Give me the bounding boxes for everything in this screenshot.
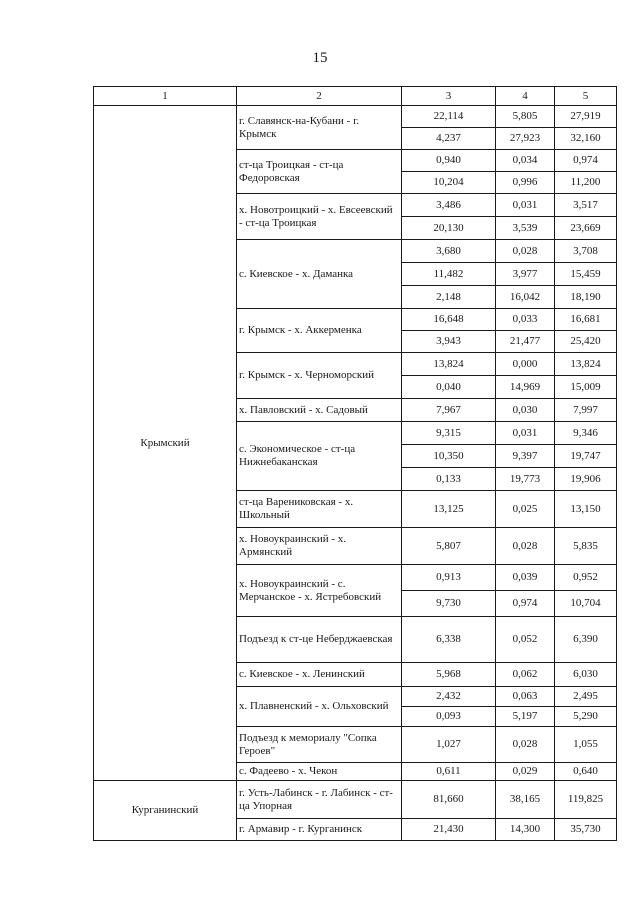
value-cell: 27,919 — [555, 106, 617, 128]
value-cell: 5,197 — [496, 707, 555, 727]
table-body — [94, 106, 617, 841]
value-cell: 13,824 — [402, 353, 496, 376]
data-table — [93, 86, 617, 841]
value-cell: 6,030 — [555, 663, 617, 687]
value-cell: 0,034 — [496, 150, 555, 172]
page-number: 15 — [312, 50, 328, 66]
value-cell: 3,486 — [402, 194, 496, 217]
value-cell: 0,996 — [496, 172, 555, 194]
route-name: с. Фадеево - х. Чекон — [237, 763, 402, 781]
value-cell: 0,028 — [496, 528, 555, 565]
value-cell: 9,346 — [555, 422, 617, 445]
value-cell: 16,681 — [555, 309, 617, 331]
value-cell: 10,704 — [555, 591, 617, 617]
value-cell: 0,030 — [496, 399, 555, 422]
route-name: с. Киевское - х. Даманка — [237, 240, 402, 309]
header-row — [94, 87, 617, 106]
column-header: 2 — [237, 87, 402, 106]
value-cell: 13,125 — [402, 491, 496, 528]
route-name: х. Новоукраинский - х. Армянский — [237, 528, 402, 565]
route-name: с. Киевское - х. Ленинский — [237, 663, 402, 687]
route-name: г. Крымск - х. Черноморский — [237, 353, 402, 399]
value-cell: 0,640 — [555, 763, 617, 781]
value-cell: 119,825 — [555, 781, 617, 819]
value-cell: 0,029 — [496, 763, 555, 781]
column-header: 1 — [94, 87, 237, 106]
value-cell: 15,459 — [555, 263, 617, 286]
value-cell: 21,430 — [402, 819, 496, 841]
value-cell: 21,477 — [496, 331, 555, 353]
value-cell: 0,940 — [402, 150, 496, 172]
value-cell: 3,539 — [496, 217, 555, 240]
table-row — [94, 781, 617, 819]
value-cell: 3,977 — [496, 263, 555, 286]
route-name: х. Плавненский - х. Ольховский — [237, 687, 402, 727]
value-cell: 11,200 — [555, 172, 617, 194]
value-cell: 14,969 — [496, 376, 555, 399]
value-cell: 0,133 — [402, 468, 496, 491]
value-cell: 5,807 — [402, 528, 496, 565]
value-cell: 5,290 — [555, 707, 617, 727]
value-cell: 7,997 — [555, 399, 617, 422]
value-cell: 18,190 — [555, 286, 617, 309]
value-cell: 16,042 — [496, 286, 555, 309]
value-cell: 0,611 — [402, 763, 496, 781]
value-cell: 2,495 — [555, 687, 617, 707]
route-name: с. Экономическое - ст-ца Нижнебаканская — [237, 422, 402, 491]
value-cell: 5,805 — [496, 106, 555, 128]
value-cell: 3,943 — [402, 331, 496, 353]
value-cell: 10,350 — [402, 445, 496, 468]
value-cell: 3,708 — [555, 240, 617, 263]
value-cell: 19,906 — [555, 468, 617, 491]
value-cell: 20,130 — [402, 217, 496, 240]
value-cell: 0,062 — [496, 663, 555, 687]
value-cell: 11,482 — [402, 263, 496, 286]
value-cell: 0,000 — [496, 353, 555, 376]
value-cell: 0,063 — [496, 687, 555, 707]
value-cell: 0,031 — [496, 194, 555, 217]
value-cell: 9,730 — [402, 591, 496, 617]
route-name: х. Павловский - х. Садовый — [237, 399, 402, 422]
value-cell: 0,974 — [555, 150, 617, 172]
value-cell: 6,390 — [555, 617, 617, 663]
value-cell: 19,747 — [555, 445, 617, 468]
route-name: г. Крымск - х. Аккерменка — [237, 309, 402, 353]
value-cell: 0,033 — [496, 309, 555, 331]
route-name: х. Новоукраинский - с. Мерчанское - х. Ястребовский — [237, 565, 402, 617]
value-cell: 0,031 — [496, 422, 555, 445]
value-cell: 1,055 — [555, 727, 617, 763]
route-name: г. Армавир - г. Курганинск — [237, 819, 402, 841]
value-cell: 2,148 — [402, 286, 496, 309]
value-cell: 25,420 — [555, 331, 617, 353]
value-cell: 0,913 — [402, 565, 496, 591]
column-header: 5 — [555, 87, 617, 106]
value-cell: 5,968 — [402, 663, 496, 687]
value-cell: 0,974 — [496, 591, 555, 617]
value-cell: 0,052 — [496, 617, 555, 663]
value-cell: 4,237 — [402, 128, 496, 150]
value-cell: 0,028 — [496, 727, 555, 763]
value-cell: 81,660 — [402, 781, 496, 819]
value-cell: 13,824 — [555, 353, 617, 376]
value-cell: 14,300 — [496, 819, 555, 841]
value-cell: 15,009 — [555, 376, 617, 399]
value-cell: 0,093 — [402, 707, 496, 727]
value-cell: 13,150 — [555, 491, 617, 528]
route-name: г. Усть-Лабинск - г. Лабинск - ст-ца Упорная — [237, 781, 402, 819]
value-cell: 7,967 — [402, 399, 496, 422]
value-cell: 0,952 — [555, 565, 617, 591]
value-cell: 3,680 — [402, 240, 496, 263]
route-name: Подъезд к мемориалу "Сопка Героев" — [237, 727, 402, 763]
region-name: Курганинский — [94, 781, 237, 841]
value-cell: 2,432 — [402, 687, 496, 707]
value-cell: 23,669 — [555, 217, 617, 240]
route-name: ст-ца Троицкая - ст-ца Федоровская — [237, 150, 402, 194]
column-header: 4 — [496, 87, 555, 106]
value-cell: 0,040 — [402, 376, 496, 399]
value-cell: 0,025 — [496, 491, 555, 528]
value-cell: 9,397 — [496, 445, 555, 468]
value-cell: 9,315 — [402, 422, 496, 445]
value-cell: 19,773 — [496, 468, 555, 491]
value-cell: 5,835 — [555, 528, 617, 565]
route-name: ст-ца Варениковская - х. Школьный — [237, 491, 402, 528]
region-name: Крымский — [94, 106, 237, 781]
value-cell: 32,160 — [555, 128, 617, 150]
value-cell: 16,648 — [402, 309, 496, 331]
column-header: 3 — [402, 87, 496, 106]
value-cell: 27,923 — [496, 128, 555, 150]
value-cell: 22,114 — [402, 106, 496, 128]
value-cell: 10,204 — [402, 172, 496, 194]
value-cell: 35,730 — [555, 819, 617, 841]
value-cell: 3,517 — [555, 194, 617, 217]
route-name: г. Славянск-на-Кубани - г. Крымск — [237, 106, 402, 150]
value-cell: 6,338 — [402, 617, 496, 663]
table-row — [94, 106, 617, 128]
route-name: Подъезд к ст-це Неберджаевская — [237, 617, 402, 663]
value-cell: 0,039 — [496, 565, 555, 591]
value-cell: 1,027 — [402, 727, 496, 763]
value-cell: 38,165 — [496, 781, 555, 819]
route-name: х. Новотроицкий - х. Евсеевский - ст-ца Троицкая — [237, 194, 402, 240]
value-cell: 0,028 — [496, 240, 555, 263]
